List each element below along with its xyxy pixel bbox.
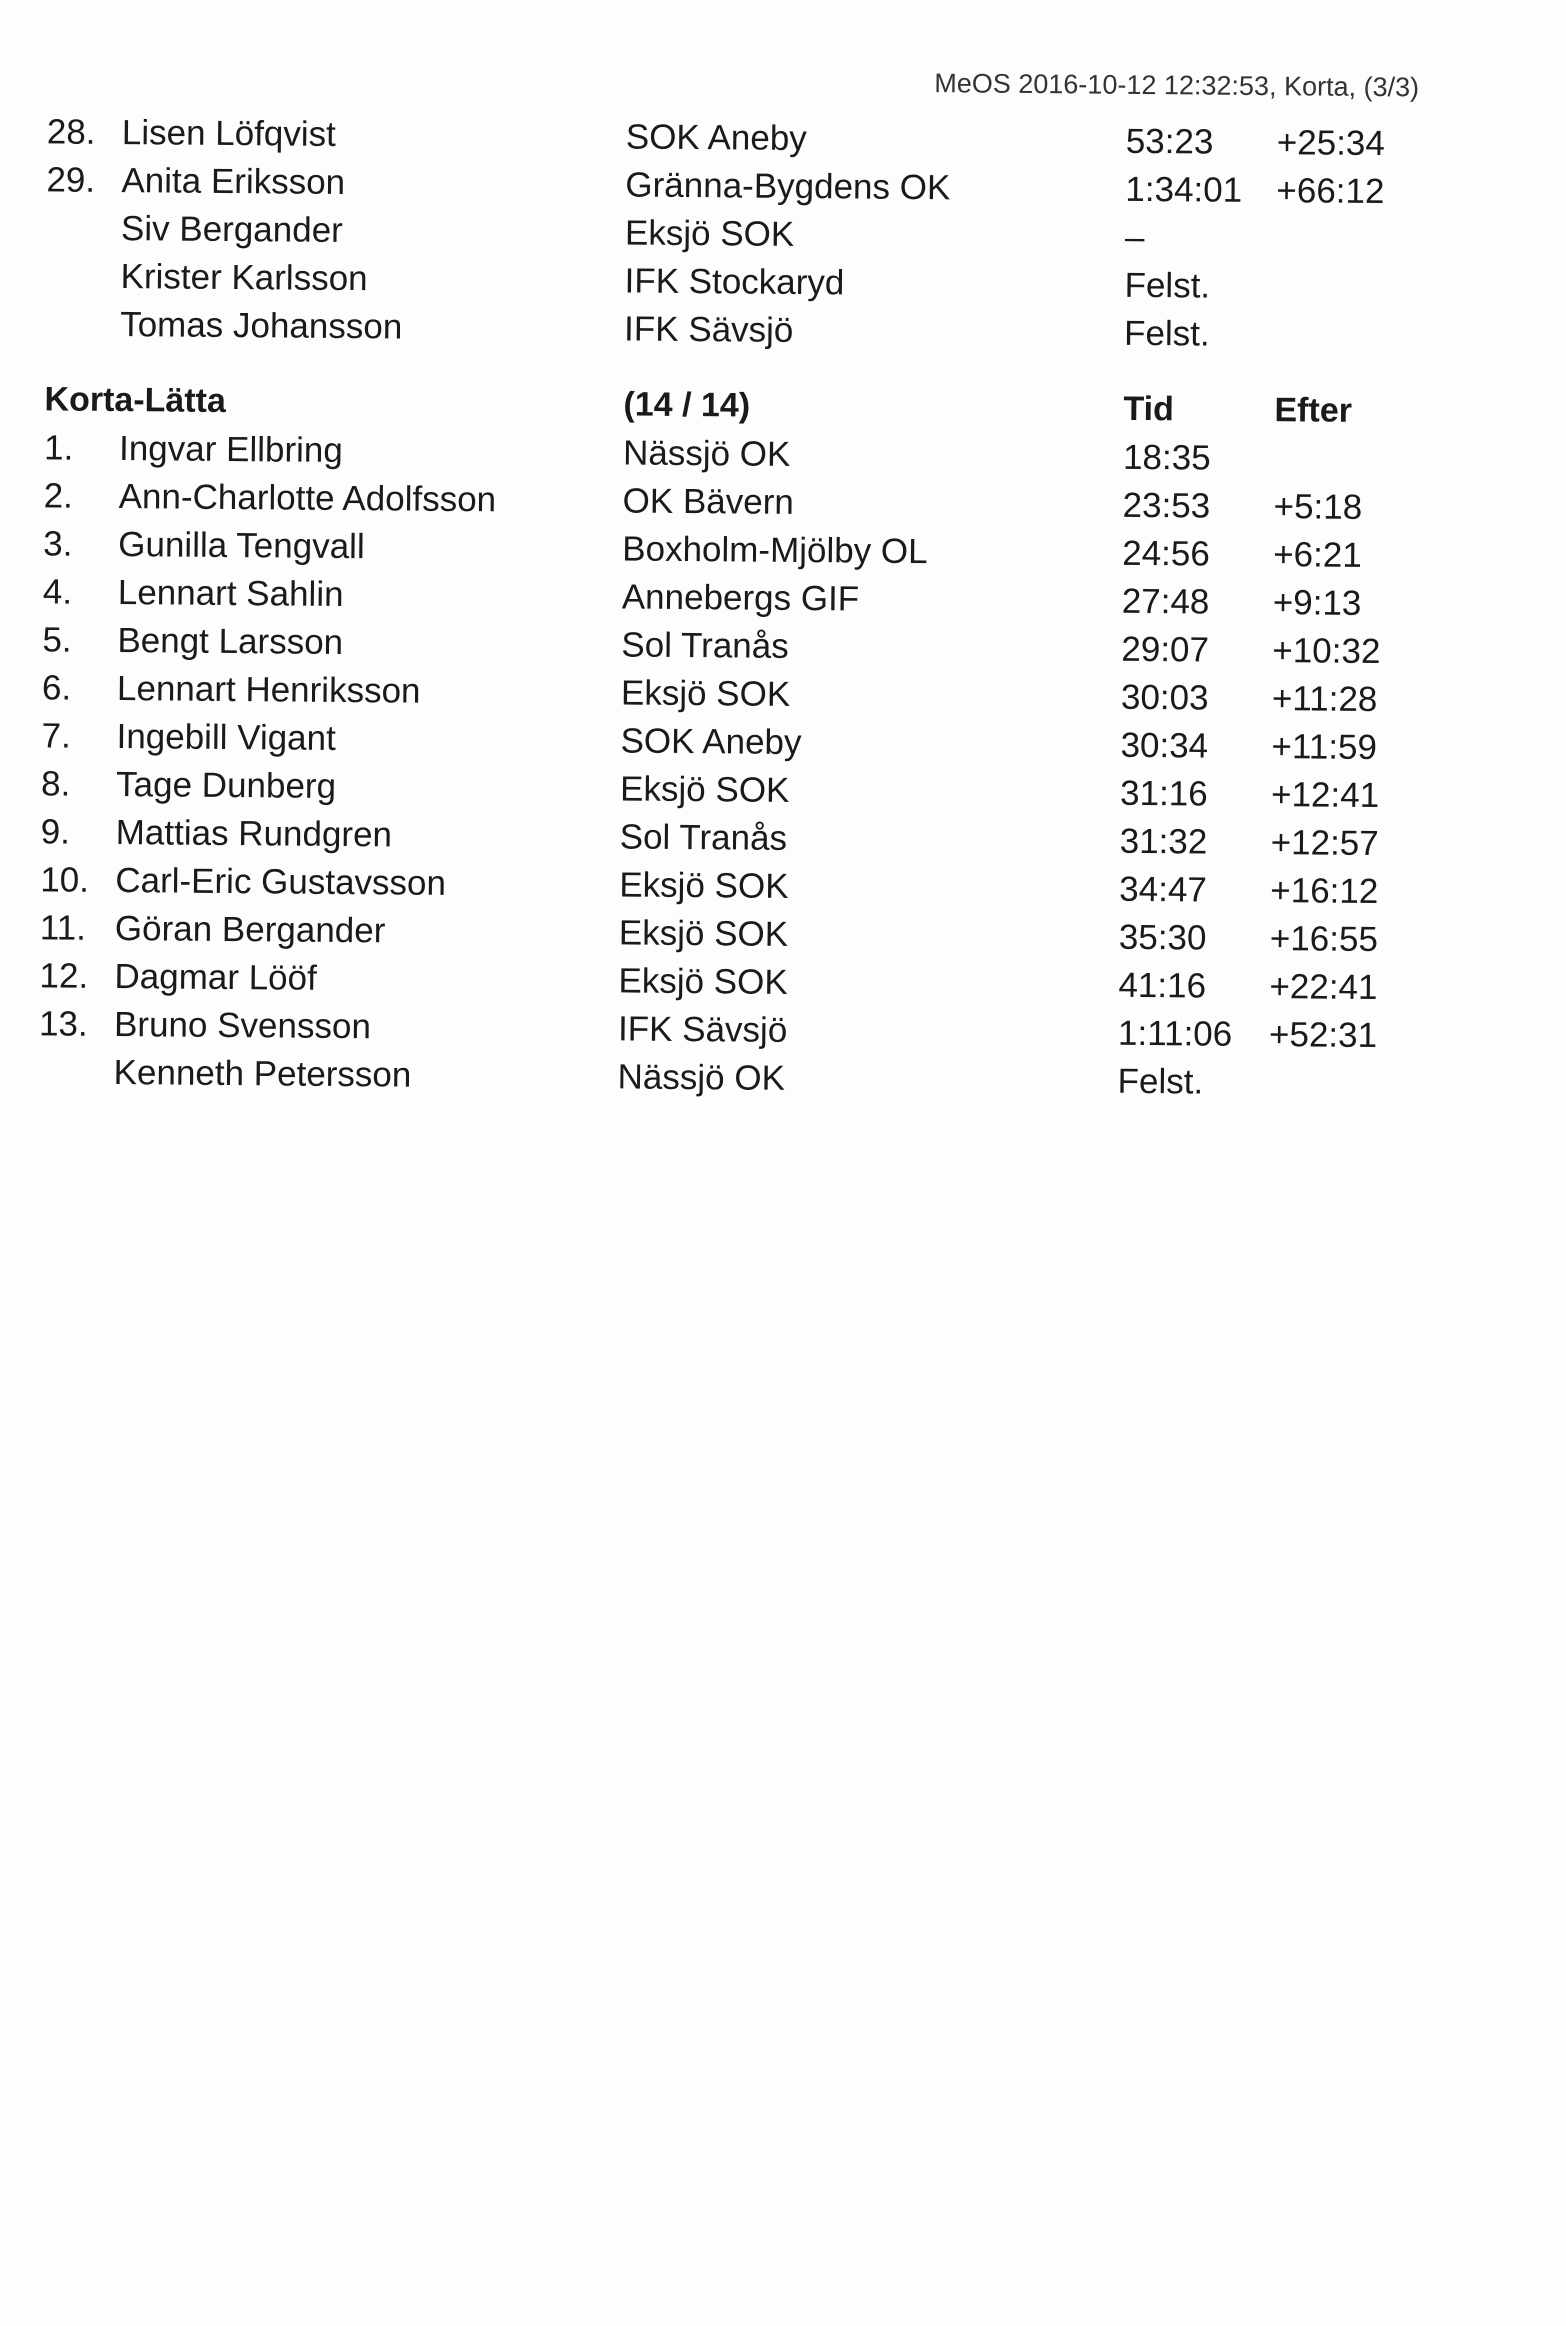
runner-name: Lisen Löfqvist [121,113,337,154]
club: Eksjö SOK [618,913,789,954]
time: 1:11:06 [1117,1013,1233,1054]
runner-name: Kenneth Petersson [113,1053,412,1095]
time-behind: +52:31 [1268,1015,1378,1056]
place: 2. [43,476,74,516]
club: Eksjö SOK [619,769,790,810]
club: IFK Stockaryd [624,261,845,303]
time: 31:16 [1119,773,1208,814]
runner-name: Lennart Sahlin [117,573,344,615]
time: Felst. [1124,265,1211,306]
club: SOK Aneby [620,721,802,763]
time-behind: +12:57 [1270,823,1379,864]
time: 41:16 [1118,965,1207,1006]
after-column-header: Efter [1274,391,1353,430]
runner-name: Carl-Eric Gustavsson [115,861,447,903]
club: Nässjö OK [622,433,791,474]
time: – [1124,217,1145,257]
place: 3. [43,524,73,564]
time: Felst. [1123,313,1210,354]
club: Boxholm-Mjölby OL [622,529,928,572]
time: 53:23 [1125,121,1214,162]
time: 30:03 [1120,677,1209,718]
runner-name: Mattias Rundgren [115,813,393,855]
time-behind: +11:28 [1271,679,1378,720]
runner-name: Ingebill Vigant [116,717,336,758]
runner-name: Lennart Henriksson [116,669,421,711]
time-behind: +66:12 [1276,171,1385,212]
time-behind: +6:21 [1273,535,1362,575]
time-behind: +16:55 [1269,919,1379,960]
runner-name: Bengt Larsson [117,621,344,663]
time-behind: +11:59 [1271,727,1378,768]
club: Annebergs GIF [621,577,860,619]
time: 34:47 [1119,869,1208,910]
time: 27:48 [1121,581,1210,622]
place: 12. [39,956,89,996]
page-header: MeOS 2016-10-12 12:32:53, Korta, (3/3) [934,68,1420,103]
club: Eksjö SOK [619,865,789,906]
runner-name: Gunilla Tengvall [118,525,365,567]
club: Nässjö OK [617,1057,786,1098]
club: Gränna-Bygdens OK [625,165,951,208]
runner-name: Krister Karlsson [120,257,368,299]
time: Felst. [1117,1061,1204,1102]
club: IFK Sävsjö [623,309,794,350]
club: Sol Tranås [619,817,788,858]
place: 8. [40,764,71,804]
place: 4. [42,572,73,612]
club: Eksjö SOK [624,213,795,254]
place: 7. [41,716,71,756]
class-count: (14 / 14) [623,385,751,425]
runner-name: Bruno Svensson [113,1005,372,1047]
runner-name: Anita Eriksson [121,161,346,203]
runner-name: Ann-Charlotte Adolfsson [118,477,497,520]
club: IFK Sävsjö [617,1009,788,1050]
place: 28. [46,112,96,152]
runner-name: Tomas Johansson [120,305,403,347]
place: 10. [40,860,90,900]
time: 24:56 [1122,533,1210,574]
time: 23:53 [1122,485,1211,526]
time-behind: +22:41 [1269,967,1378,1008]
time-behind: +9:13 [1272,583,1362,623]
time-behind: +5:18 [1273,487,1363,527]
time: 35:30 [1118,917,1207,958]
place: 6. [41,668,72,708]
runner-name: Göran Bergander [114,909,386,951]
club: Sol Tranås [621,625,789,666]
runner-name: Ingvar Ellbring [118,429,343,471]
place: 29. [46,160,96,200]
place: 5. [42,620,72,660]
time: 30:34 [1120,725,1209,766]
club: Eksjö SOK [620,673,791,714]
club: Eksjö SOK [618,961,788,1002]
club: OK Bävern [622,481,795,522]
time: 29:07 [1121,629,1210,670]
runner-name: Siv Bergander [120,209,343,250]
class-name: Korta-Lätta [44,380,227,420]
time-column-header: Tid [1123,389,1175,429]
place: 13. [38,1004,88,1044]
time-behind: +10:32 [1272,631,1381,672]
runner-name: Tage Dunberg [115,765,337,806]
time: 1:34:01 [1125,169,1243,210]
place: 1. [43,428,74,468]
club: SOK Aneby [625,117,807,159]
place: 9. [40,812,71,852]
time-behind: +25:34 [1276,123,1386,164]
time-behind: +16:12 [1270,871,1379,912]
place: 11. [39,908,87,948]
runner-name: Dagmar Lööf [114,957,317,998]
time: 18:35 [1122,437,1211,478]
time-behind: +12:41 [1270,775,1380,816]
time: 31:32 [1119,821,1208,862]
